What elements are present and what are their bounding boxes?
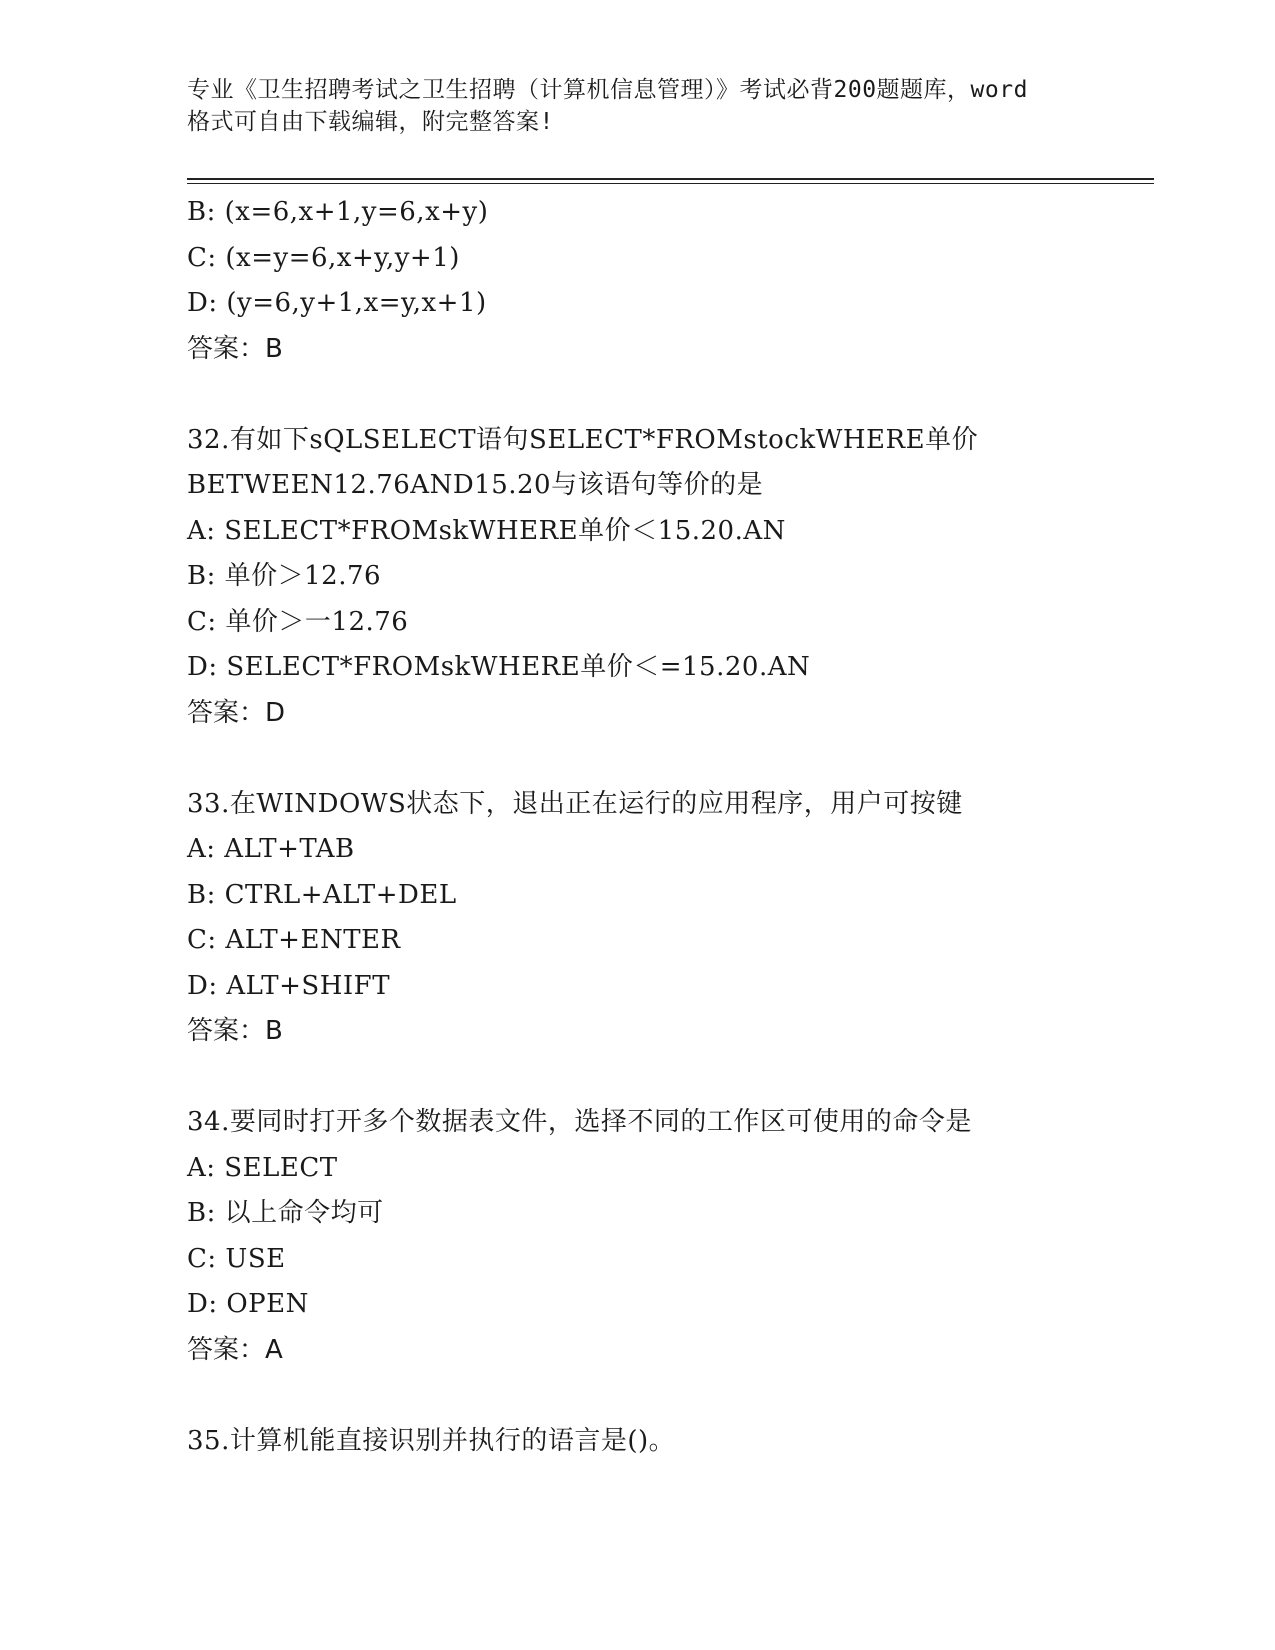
answer: 答案：A xyxy=(187,1334,283,1365)
spacer xyxy=(187,1373,1154,1419)
option-d: D: OPEN xyxy=(187,1289,309,1319)
option-a: A: SELECT xyxy=(187,1152,338,1183)
question-stem-continued: BETWEEN12.76AND15.20与该语句等价的是 xyxy=(187,470,764,500)
question-stem: 33.在WINDOWS状态下，退出正在运行的应用程序，用户可按键 xyxy=(187,788,963,819)
option-b: B: 以上命令均可 xyxy=(187,1198,384,1228)
option-b: B: CTRL+ALT+DEL xyxy=(187,879,457,910)
option-c: C: (x=y=6,x+y,y+1) xyxy=(187,242,460,273)
question-35 xyxy=(187,1419,1154,1465)
option-a: A: SELECT*FROMskWHERE单价＜15.20.AN xyxy=(187,515,786,546)
option-b: B: 单价＞12.76 xyxy=(187,561,382,591)
header-line-1: 专业《卫生招聘考试之卫生招聘（计算机信息管理）》考试必背200题题库，word xyxy=(187,77,1028,103)
option-c: C: 单价＞一12.76 xyxy=(187,606,409,637)
question-list xyxy=(187,190,1154,1464)
answer: 答案：B xyxy=(187,333,283,364)
question-31 xyxy=(187,190,1154,372)
question-stem: 32.有如下sQLSELECT语句SELECT*FROMstockWHERE单价 xyxy=(187,424,979,455)
option-b: B: (x=6,x+1,y=6,x+y) xyxy=(187,197,489,227)
option-c: C: USE xyxy=(187,1243,286,1274)
question-stem: 34.要同时打开多个数据表文件，选择不同的工作区可使用的命令是 xyxy=(187,1107,972,1137)
document-header xyxy=(187,74,1087,138)
header-divider-thin xyxy=(187,183,1154,184)
option-d: D: SELECT*FROMskWHERE单价＜=15.20.AN xyxy=(187,652,811,682)
option-d: D: (y=6,y+1,x=y,x+1) xyxy=(187,288,487,318)
question-34 xyxy=(187,1100,1154,1373)
question-stem: 35.计算机能直接识别并执行的语言是()。 xyxy=(187,1425,676,1456)
spacer xyxy=(187,1055,1154,1101)
header-line-2: 格式可自由下载编辑，附完整答案! xyxy=(187,109,554,135)
question-33 xyxy=(187,782,1154,1055)
spacer xyxy=(187,372,1154,418)
question-32 xyxy=(187,418,1154,737)
answer: 答案：B xyxy=(187,1016,283,1046)
option-a: A: ALT+TAB xyxy=(187,834,355,864)
spacer xyxy=(187,736,1154,782)
header-divider-thick xyxy=(187,178,1154,180)
option-c: C: ALT+ENTER xyxy=(187,925,401,955)
option-d: D: ALT+SHIFT xyxy=(187,970,391,1001)
answer: 答案：D xyxy=(187,697,286,728)
